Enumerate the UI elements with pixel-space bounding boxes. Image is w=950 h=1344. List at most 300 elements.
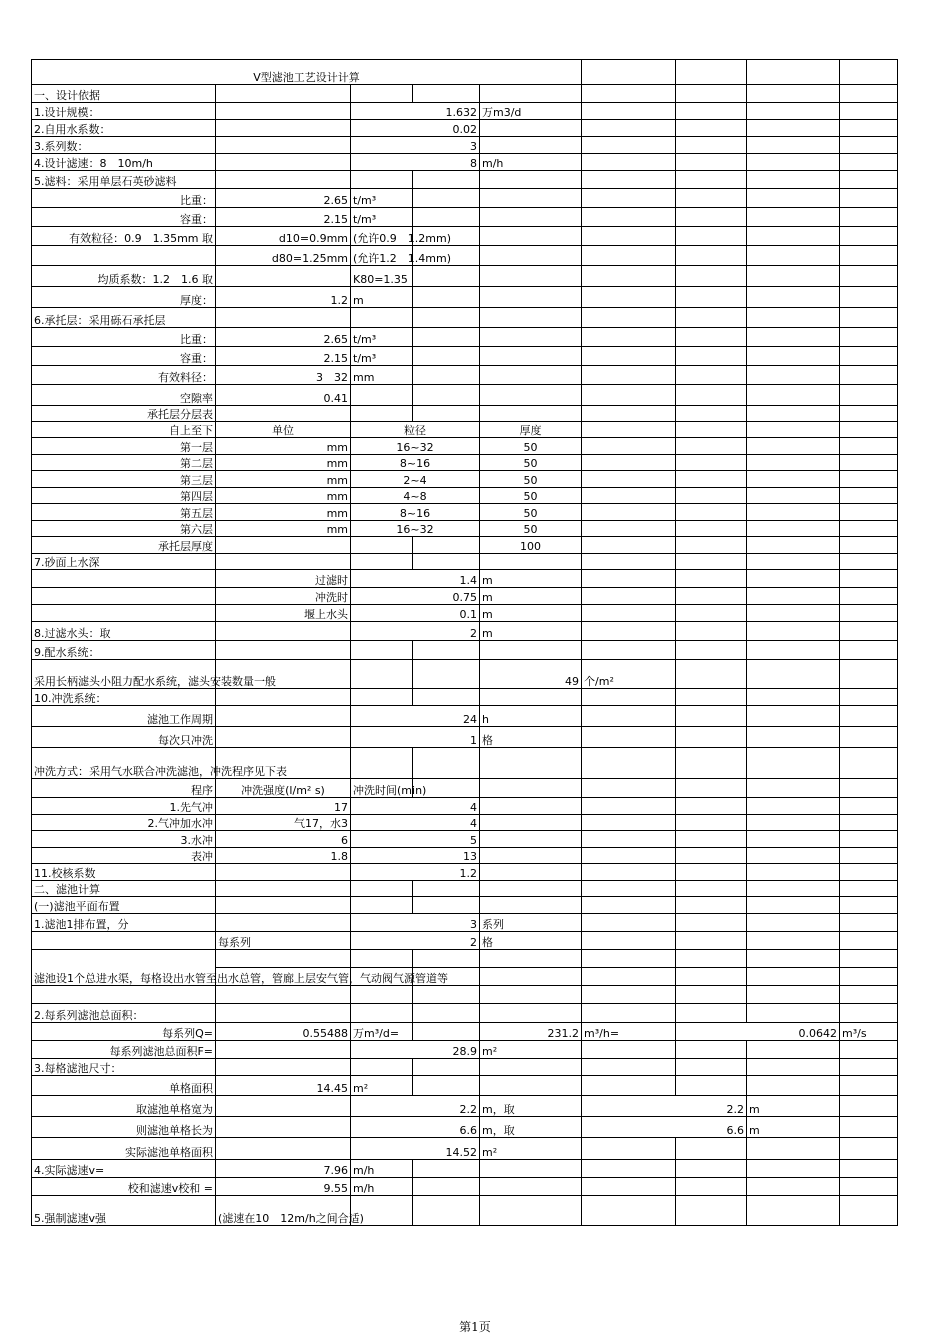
empty-cell — [676, 881, 747, 897]
table-cell: 第六层 — [32, 521, 216, 537]
table-cell: 冲洗时间(min) — [351, 779, 413, 798]
table-row — [32, 171, 898, 189]
table-row — [32, 932, 898, 950]
empty-cell — [747, 706, 840, 727]
empty-cell — [676, 554, 747, 570]
empty-cell — [582, 815, 676, 831]
table-row — [32, 521, 898, 537]
table-cell: mm — [216, 455, 351, 471]
empty-cell — [676, 455, 747, 471]
table-cell: 6.6 — [351, 1117, 480, 1138]
table-cell: 50 — [480, 521, 582, 537]
empty-cell — [582, 968, 676, 986]
empty-cell — [351, 85, 413, 103]
table-cell: 4~8 — [351, 488, 480, 504]
empty-cell — [747, 748, 840, 779]
table-cell: 冲洗方式：采用气水联合冲洗滤池，冲洗程序见下表 — [32, 748, 216, 779]
empty-cell — [676, 748, 747, 779]
table-cell: 2.2 — [351, 1096, 480, 1117]
table-cell: 7.96 — [216, 1160, 351, 1178]
empty-cell — [582, 1004, 676, 1023]
empty-cell — [840, 308, 898, 328]
empty-cell — [480, 554, 582, 570]
table-cell: 格 — [480, 932, 582, 950]
table-cell: 0.0642 — [676, 1023, 840, 1041]
empty-cell — [840, 831, 898, 848]
table-cell: 24 — [351, 706, 480, 727]
empty-cell — [582, 537, 676, 554]
table-row — [32, 537, 898, 554]
table-cell: 程序 — [32, 779, 216, 798]
empty-cell — [676, 588, 747, 605]
empty-cell — [216, 120, 351, 137]
empty-cell — [216, 641, 351, 660]
table-cell: 3.水冲 — [32, 831, 216, 848]
table-cell: 表冲 — [32, 848, 216, 864]
empty-cell — [351, 1059, 413, 1076]
empty-cell — [747, 120, 840, 137]
empty-cell — [480, 1076, 582, 1096]
empty-cell — [840, 950, 898, 968]
empty-cell — [840, 1004, 898, 1023]
empty-cell — [582, 328, 676, 347]
empty-cell — [676, 641, 747, 660]
empty-cell — [840, 287, 898, 308]
table-cell: h — [480, 706, 582, 727]
table-cell: 0.41 — [216, 385, 351, 406]
table-cell: 第五层 — [32, 504, 216, 521]
table-row — [32, 748, 898, 779]
table-cell: 3.每格滤池尺寸： — [32, 1059, 216, 1076]
empty-cell — [582, 287, 676, 308]
table-cell: t/m³ — [351, 189, 413, 208]
table-cell: 6.6 — [582, 1117, 747, 1138]
table-cell: 有效粒径：0.9 1.35mm 取 — [32, 227, 216, 246]
empty-cell — [351, 554, 413, 570]
table-row — [32, 308, 898, 328]
empty-cell — [216, 137, 351, 154]
table-cell: K80=1.35 — [351, 266, 413, 287]
empty-cell — [747, 968, 840, 986]
empty-cell — [676, 570, 747, 588]
table-cell: 1.8 — [216, 848, 351, 864]
table-row — [32, 471, 898, 488]
empty-cell — [216, 1096, 351, 1117]
empty-cell — [216, 554, 351, 570]
table-cell: 50 — [480, 455, 582, 471]
empty-cell — [676, 227, 747, 246]
page-footer: 第1页 — [459, 1320, 491, 1334]
empty-cell — [840, 227, 898, 246]
empty-cell — [413, 1004, 480, 1023]
empty-cell — [480, 779, 582, 798]
empty-cell — [32, 570, 216, 588]
empty-cell — [747, 488, 840, 504]
table-row — [32, 798, 898, 815]
table-cell: 4.实际滤速v= — [32, 1160, 216, 1178]
empty-cell — [676, 471, 747, 488]
empty-cell — [747, 471, 840, 488]
empty-cell — [747, 641, 840, 660]
empty-cell — [747, 897, 840, 914]
table-cell: 5.滤料：采用单层石英砂滤料 — [32, 171, 216, 189]
empty-cell — [480, 308, 582, 328]
table-cell: 个/m² — [582, 660, 676, 689]
empty-cell — [582, 779, 676, 798]
empty-cell — [676, 422, 747, 438]
empty-cell — [351, 1004, 413, 1023]
table-row — [32, 154, 898, 171]
table-cell: d80=1.25mm — [216, 246, 351, 266]
empty-cell — [840, 85, 898, 103]
empty-cell — [747, 171, 840, 189]
table-row — [32, 588, 898, 605]
table-cell: 2.每系列滤池总面积： — [32, 1004, 216, 1023]
empty-cell — [413, 950, 480, 968]
table-cell: 粒径 — [351, 422, 480, 438]
table-row — [32, 60, 898, 85]
table-cell: 容重： — [32, 208, 216, 227]
empty-cell — [582, 641, 676, 660]
table-row — [32, 727, 898, 748]
empty-cell — [480, 85, 582, 103]
table-row — [32, 815, 898, 831]
empty-cell — [676, 208, 747, 227]
empty-cell — [413, 171, 480, 189]
table-row — [32, 897, 898, 914]
table-row — [32, 246, 898, 266]
empty-cell — [582, 171, 676, 189]
empty-cell — [676, 154, 747, 171]
empty-cell — [676, 120, 747, 137]
empty-cell — [216, 103, 351, 120]
empty-cell — [480, 406, 582, 422]
empty-cell — [413, 660, 480, 689]
empty-cell — [582, 727, 676, 748]
empty-cell — [840, 1096, 898, 1117]
empty-cell — [840, 554, 898, 570]
table-cell: 每次只冲洗 — [32, 727, 216, 748]
table-row — [32, 189, 898, 208]
empty-cell — [747, 1076, 840, 1096]
empty-cell — [676, 950, 747, 968]
empty-cell — [413, 308, 480, 328]
empty-cell — [413, 266, 480, 287]
empty-cell — [840, 864, 898, 881]
table-cell: (允许0.9 1.2mm) — [351, 227, 413, 246]
empty-cell — [840, 504, 898, 521]
empty-cell — [216, 154, 351, 171]
table-cell: 二、滤池计算 — [32, 881, 216, 897]
table-row — [32, 622, 898, 641]
empty-cell — [480, 366, 582, 385]
empty-cell — [216, 171, 351, 189]
empty-cell — [582, 605, 676, 622]
empty-cell — [413, 85, 480, 103]
empty-cell — [747, 266, 840, 287]
table-row — [32, 385, 898, 406]
empty-cell — [216, 864, 351, 881]
table-cell: 滤池设1个总进水渠，每格设出水管至出水总管，管廊上层安气管，气动阀气源管道等 — [32, 950, 216, 986]
table-cell: 3.系列数： — [32, 137, 216, 154]
empty-cell — [582, 406, 676, 422]
table-cell: (允许1.2 1.4mm) — [351, 246, 413, 266]
empty-cell — [747, 570, 840, 588]
empty-cell — [747, 554, 840, 570]
empty-cell — [582, 706, 676, 727]
table-row — [32, 120, 898, 137]
empty-cell — [582, 488, 676, 504]
empty-cell — [840, 660, 898, 689]
table-cell: 每系列 — [216, 932, 351, 950]
empty-cell — [676, 438, 747, 455]
empty-cell — [216, 85, 351, 103]
empty-cell — [480, 347, 582, 366]
empty-cell — [32, 605, 216, 622]
table-cell: mm — [216, 521, 351, 537]
table-cell: 13 — [351, 848, 480, 864]
table-cell: m，取 — [480, 1117, 582, 1138]
empty-cell — [676, 605, 747, 622]
empty-cell — [840, 570, 898, 588]
table-cell: 8~16 — [351, 504, 480, 521]
empty-cell — [216, 706, 351, 727]
table-cell: 2.自用水系数： — [32, 120, 216, 137]
empty-cell — [582, 622, 676, 641]
empty-cell — [676, 968, 747, 986]
empty-cell — [840, 455, 898, 471]
empty-cell — [676, 488, 747, 504]
empty-cell — [840, 932, 898, 950]
empty-cell — [676, 1178, 747, 1196]
table-row — [32, 287, 898, 308]
empty-cell — [582, 950, 676, 968]
table-cell: 有效料径： — [32, 366, 216, 385]
table-cell: 4 — [351, 815, 480, 831]
empty-cell — [480, 881, 582, 897]
empty-cell — [676, 189, 747, 208]
table-cell: mm — [216, 471, 351, 488]
empty-cell — [840, 689, 898, 706]
empty-cell — [582, 554, 676, 570]
empty-cell — [480, 815, 582, 831]
empty-cell — [351, 986, 413, 1004]
empty-cell — [582, 266, 676, 287]
empty-cell — [747, 1004, 840, 1023]
empty-cell — [32, 246, 216, 266]
empty-cell — [840, 968, 898, 986]
empty-cell — [747, 932, 840, 950]
empty-cell — [676, 848, 747, 864]
table-cell: 第四层 — [32, 488, 216, 504]
table-cell: t/m³ — [351, 328, 413, 347]
empty-cell — [676, 85, 747, 103]
empty-cell — [840, 137, 898, 154]
empty-cell — [840, 1138, 898, 1160]
table-cell: 0.75 — [351, 588, 480, 605]
empty-cell — [351, 950, 413, 968]
empty-cell — [480, 246, 582, 266]
table-cell: 第三层 — [32, 471, 216, 488]
table-cell: 均质系数：1.2 1.6 取 — [32, 266, 216, 287]
empty-cell — [747, 605, 840, 622]
table-cell: m² — [480, 1041, 582, 1059]
table-cell: 厚度： — [32, 287, 216, 308]
table-cell: 空隙率 — [32, 385, 216, 406]
table-row — [32, 689, 898, 706]
table-row — [32, 328, 898, 347]
table-cell: 1.设计规模： — [32, 103, 216, 120]
table-cell: 2.气冲加水冲 — [32, 815, 216, 831]
table-row — [32, 1004, 898, 1023]
empty-cell — [582, 932, 676, 950]
table-cell: m — [480, 605, 582, 622]
table-cell: 承托层厚度 — [32, 537, 216, 554]
empty-cell — [582, 1076, 676, 1096]
table-cell: 1.2 — [351, 864, 480, 881]
table-cell: 每系列滤池总面积F= — [32, 1041, 216, 1059]
empty-cell — [840, 986, 898, 1004]
empty-cell — [582, 120, 676, 137]
table-cell: 过滤时 — [216, 570, 351, 588]
empty-cell — [582, 208, 676, 227]
empty-cell — [747, 689, 840, 706]
empty-cell — [351, 881, 413, 897]
empty-cell — [216, 986, 351, 1004]
table-cell: 厚度 — [480, 422, 582, 438]
table-cell: 1.4 — [351, 570, 480, 588]
empty-cell — [840, 706, 898, 727]
empty-cell — [840, 1041, 898, 1059]
table-cell: 14.45 — [216, 1076, 351, 1096]
empty-cell — [747, 914, 840, 932]
empty-cell — [216, 1059, 351, 1076]
empty-cell — [747, 622, 840, 641]
empty-cell — [676, 1196, 747, 1226]
empty-cell — [840, 1196, 898, 1226]
empty-cell — [413, 537, 480, 554]
table-cell: 堰上水头 — [216, 605, 351, 622]
empty-cell — [840, 798, 898, 815]
table-cell: 1.滤池1排布置，分 — [32, 914, 216, 932]
table-row — [32, 914, 898, 932]
empty-cell — [840, 488, 898, 504]
empty-cell — [840, 438, 898, 455]
empty-cell — [676, 932, 747, 950]
table-row — [32, 554, 898, 570]
empty-cell — [840, 60, 898, 85]
empty-cell — [747, 227, 840, 246]
empty-cell — [351, 308, 413, 328]
table-cell: 16~32 — [351, 438, 480, 455]
empty-cell — [582, 308, 676, 328]
spreadsheet — [31, 59, 898, 1226]
empty-cell — [676, 689, 747, 706]
empty-cell — [480, 1178, 582, 1196]
table-cell: m — [747, 1096, 840, 1117]
table-cell: 2.2 — [582, 1096, 747, 1117]
table-row — [32, 1196, 898, 1226]
empty-cell — [676, 137, 747, 154]
empty-cell — [216, 950, 351, 968]
empty-cell — [840, 189, 898, 208]
table-cell: m — [480, 588, 582, 605]
empty-cell — [216, 914, 351, 932]
empty-cell — [840, 347, 898, 366]
table-cell: 校和滤速v校和 = — [32, 1178, 216, 1196]
table-cell: 100 — [480, 537, 582, 554]
empty-cell — [480, 120, 582, 137]
table-cell: 1.2 — [216, 287, 351, 308]
empty-cell — [413, 406, 480, 422]
empty-cell — [582, 864, 676, 881]
table-cell: 采用长柄滤头小阻力配水系统，滤头安装数量一般 — [32, 660, 216, 689]
empty-cell — [747, 60, 840, 85]
empty-cell — [413, 986, 480, 1004]
empty-cell — [676, 660, 747, 689]
table-cell: 每系列Q= — [32, 1023, 216, 1041]
empty-cell — [582, 137, 676, 154]
empty-cell — [480, 748, 582, 779]
empty-cell — [582, 848, 676, 864]
table-cell: 冲洗时 — [216, 588, 351, 605]
empty-cell — [480, 385, 582, 406]
table-cell: 0.02 — [351, 120, 480, 137]
table-row — [32, 1076, 898, 1096]
empty-cell — [413, 748, 480, 779]
table-cell: m — [480, 622, 582, 641]
table-row — [32, 504, 898, 521]
table-row — [32, 227, 898, 246]
empty-cell — [351, 660, 413, 689]
table-cell: 1.先气冲 — [32, 798, 216, 815]
table-cell: 单格面积 — [32, 1076, 216, 1096]
empty-cell — [747, 137, 840, 154]
empty-cell — [676, 864, 747, 881]
empty-cell — [351, 171, 413, 189]
empty-cell — [216, 406, 351, 422]
table-cell: m — [747, 1117, 840, 1138]
empty-cell — [582, 366, 676, 385]
table-cell: 第一层 — [32, 438, 216, 455]
empty-cell — [480, 986, 582, 1004]
empty-cell — [676, 798, 747, 815]
empty-cell — [747, 1041, 840, 1059]
table-cell: m，取 — [480, 1096, 582, 1117]
empty-cell — [747, 660, 840, 689]
table-cell: 冲洗强度(l/m² s) — [216, 779, 351, 798]
empty-cell — [582, 521, 676, 537]
table-cell: 28.9 — [351, 1041, 480, 1059]
empty-cell — [413, 189, 480, 208]
table-cell: 1.632 — [351, 103, 480, 120]
empty-cell — [676, 815, 747, 831]
empty-cell — [676, 266, 747, 287]
empty-cell — [480, 968, 582, 986]
empty-cell — [676, 1004, 747, 1023]
empty-cell — [840, 103, 898, 120]
empty-cell — [480, 287, 582, 308]
table-cell: m³/s — [840, 1023, 898, 1041]
empty-cell — [676, 1138, 747, 1160]
empty-cell — [676, 1059, 747, 1076]
empty-cell — [747, 422, 840, 438]
table-cell: 231.2 — [480, 1023, 582, 1041]
empty-cell — [840, 1076, 898, 1096]
table-cell: t/m³ — [351, 347, 413, 366]
empty-cell — [216, 1004, 351, 1023]
table-cell: (一)滤池平面布置 — [32, 897, 216, 914]
